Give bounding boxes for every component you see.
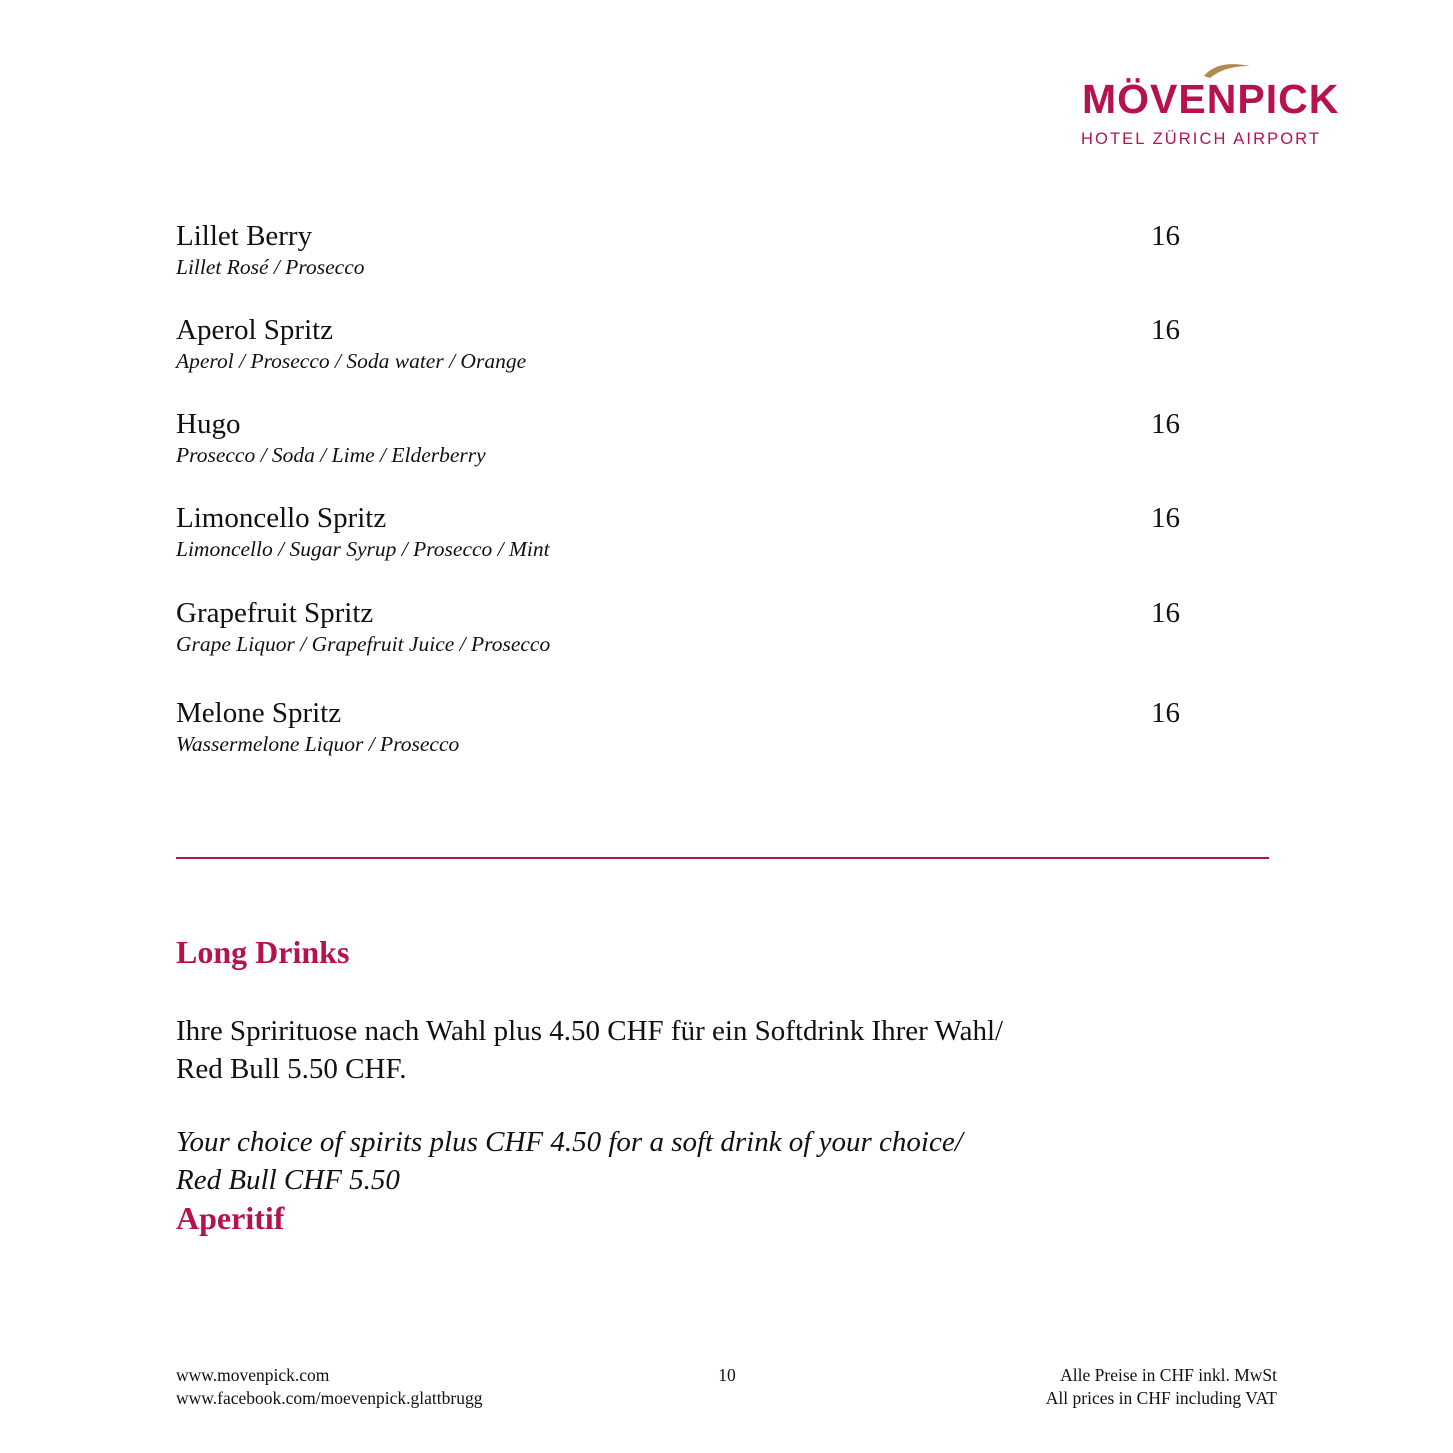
item-price: 16 — [1151, 597, 1180, 629]
logo-subtitle: HOTEL ZÜRICH AIRPORT — [1081, 130, 1322, 148]
item-name: Aperol Spritz — [176, 314, 334, 346]
page-number: 10 — [718, 1365, 736, 1385]
german-line-2: Red Bull 5.50 CHF. — [176, 1053, 407, 1085]
long-drinks-english-text — [176, 1123, 1226, 1199]
menu-item — [176, 313, 1186, 375]
menu-item — [176, 501, 1186, 563]
item-price: 16 — [1151, 697, 1180, 729]
item-description: Wassermelone Liquor / Prosecco — [176, 732, 460, 756]
item-name: Limoncello Spritz — [176, 502, 387, 534]
aperitif-heading: Aperitif — [176, 1200, 285, 1236]
item-description: Aperol / Prosecco / Soda water / Orange — [176, 349, 527, 373]
item-description: Grape Liquor / Grapefruit Juice / Prosecco — [176, 632, 551, 656]
item-description: Lillet Rosé / Prosecco — [176, 255, 365, 279]
item-name: Melone Spritz — [176, 697, 342, 729]
menu-item — [176, 407, 1186, 469]
item-price: 16 — [1151, 502, 1180, 534]
price-note-english: All prices in CHF including VAT — [1045, 1388, 1277, 1408]
long-drinks-german-text — [176, 1012, 1226, 1088]
logo-wordmark: MÖVENPICK — [1082, 76, 1340, 122]
english-line-2: Red Bull CHF 5.50 — [176, 1164, 400, 1196]
facebook-link[interactable]: www.facebook.com/moevenpick.glattbrugg — [176, 1388, 483, 1408]
price-note — [1046, 1364, 1277, 1410]
item-name: Hugo — [176, 408, 241, 440]
menu-item — [176, 596, 1186, 658]
footer-links — [176, 1364, 482, 1410]
item-price: 16 — [1151, 314, 1180, 346]
english-line-1: Your choice of spirits plus CHF 4.50 for a soft drink of your choice/ — [176, 1126, 963, 1158]
item-description: Prosecco / Soda / Lime / Elderberry — [176, 443, 486, 467]
website-link[interactable]: www.movenpick.com — [176, 1365, 330, 1385]
item-name: Grapefruit Spritz — [176, 597, 374, 629]
long-drinks-heading: Long Drinks — [176, 934, 350, 970]
menu-item — [176, 696, 1186, 758]
german-line-1: Ihre Sprirituose nach Wahl plus 4.50 CHF für ein Softdrink Ihrer Wahl/ — [176, 1015, 1004, 1047]
menu-item — [176, 219, 1186, 281]
item-price: 16 — [1151, 408, 1180, 440]
price-note-german: Alle Preise in CHF inkl. MwSt — [1060, 1365, 1277, 1385]
item-description: Limoncello / Sugar Syrup / Prosecco / Mint — [176, 537, 550, 561]
item-name: Lillet Berry — [176, 220, 313, 252]
item-price: 16 — [1151, 220, 1180, 252]
movenpick-logo — [1078, 58, 1350, 154]
section-divider — [176, 857, 1269, 859]
